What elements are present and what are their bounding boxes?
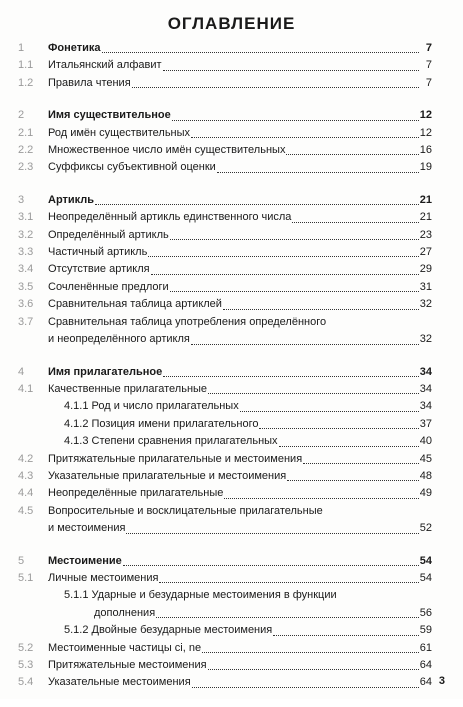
- dot-leader: [279, 446, 419, 447]
- table-of-contents: [18, 40, 432, 707]
- item-page: 34: [419, 400, 432, 413]
- item-page: 54: [419, 571, 432, 584]
- item-title: 5.1.2 Двойные безударные местоимения: [64, 624, 273, 637]
- item-title: Вопросительные и восклицательные прилагательные: [48, 504, 323, 517]
- toc-item-row: [18, 640, 432, 657]
- dot-leader: [303, 463, 419, 464]
- chapter-number: 2: [18, 109, 25, 122]
- chapter-title: Имя существительное: [48, 109, 171, 122]
- dot-leader: [217, 172, 419, 173]
- toc-item-row: [18, 75, 432, 92]
- item-title: Указательные прилагательные и местоимения: [48, 469, 287, 482]
- item-number: 3.5: [18, 280, 34, 293]
- chapter-title: Артикль: [48, 193, 95, 206]
- item-title: Неопределённые прилагательные: [48, 487, 224, 500]
- toc-item-row: [18, 244, 432, 261]
- item-page: 64: [419, 676, 432, 689]
- toc-item-row: [18, 279, 432, 296]
- item-number: 3.3: [18, 246, 34, 259]
- toc-item-row-continued: [18, 520, 432, 537]
- item-title: Притяжательные прилагательные и местоимения: [48, 452, 303, 465]
- item-page: 56: [419, 606, 432, 619]
- chapter-number: 5: [18, 554, 25, 567]
- item-page: 48: [419, 469, 432, 482]
- item-title: Отсутствие артикля: [48, 263, 150, 276]
- chapter-page: 12: [419, 109, 432, 122]
- toc-item-row: [18, 622, 432, 639]
- dot-leader: [170, 239, 419, 240]
- toc-item-row: [18, 227, 432, 244]
- dot-leader: [240, 411, 419, 412]
- item-title: 4.1.2 Позиция имени прилагательного: [64, 417, 259, 430]
- chapter-title: Фонетика: [48, 42, 101, 54]
- item-title: Указательные местоимения: [48, 676, 191, 689]
- item-page: 16: [419, 144, 432, 157]
- item-title: Личные местоимения: [48, 571, 159, 584]
- item-number: 5.1: [18, 571, 34, 584]
- dot-leader: [287, 480, 419, 481]
- item-page: 27: [419, 246, 432, 259]
- chapter-title: Имя прилагательное: [48, 365, 163, 378]
- toc-item-row: [18, 261, 432, 278]
- item-page: 7: [425, 76, 432, 89]
- item-number: 4.5: [18, 504, 34, 517]
- item-number: 3.2: [18, 228, 34, 241]
- toc-chapter-row: [18, 107, 432, 124]
- item-page: 49: [419, 487, 432, 500]
- item-number: 5.4: [18, 676, 34, 689]
- item-number: 4.1: [18, 382, 34, 395]
- dot-leader: [151, 274, 419, 275]
- toc-item-row: [18, 381, 432, 398]
- chapter-number: 4: [18, 365, 25, 378]
- item-number: 2.1: [18, 126, 34, 139]
- toc-item-row: [18, 657, 432, 674]
- item-number: 3.7: [18, 315, 34, 328]
- item-page: 32: [419, 298, 432, 311]
- item-title-continued: дополнения: [94, 606, 156, 619]
- chapter-page: 54: [419, 554, 432, 567]
- item-number: 3.1: [18, 211, 34, 224]
- item-page: 52: [419, 522, 432, 535]
- toc-item-row-continued: [18, 605, 432, 622]
- item-number: 2.2: [18, 144, 34, 157]
- dot-leader: [202, 652, 419, 653]
- toc-section: [18, 192, 432, 349]
- dot-leader: [170, 291, 419, 292]
- item-number: 4.2: [18, 452, 34, 465]
- chapter-number: 1: [18, 42, 25, 54]
- dot-leader: [172, 120, 419, 121]
- item-title: Суффиксы субъективной оценки: [48, 161, 216, 174]
- toc-item-row: [18, 468, 432, 485]
- item-page: 29: [419, 263, 432, 276]
- dot-leader: [208, 393, 419, 394]
- item-number: 4.4: [18, 487, 34, 500]
- item-title: Сочленённые предлоги: [48, 280, 169, 293]
- item-page: 7: [425, 59, 432, 72]
- dot-leader: [224, 498, 418, 499]
- toc-item-row: [18, 587, 432, 604]
- dot-leader: [292, 222, 418, 223]
- item-title: 4.1.1 Род и число прилагательных: [64, 400, 239, 413]
- toc-section: [18, 40, 432, 92]
- toc-item-row: [18, 433, 432, 450]
- toc-item-row: [18, 142, 432, 159]
- dot-leader: [102, 52, 420, 53]
- dot-leader: [273, 635, 419, 636]
- dot-leader: [259, 428, 418, 429]
- item-page: 23: [419, 228, 432, 241]
- dot-leader: [126, 533, 418, 534]
- item-page: 61: [419, 641, 432, 654]
- item-title: Притяжательные местоимения: [48, 659, 207, 671]
- item-title: Род имён существительных: [48, 126, 191, 139]
- dot-leader: [286, 154, 418, 155]
- item-number: 5.3: [18, 659, 34, 671]
- item-page: 19: [419, 161, 432, 174]
- item-title: Местоименные частицы ci, ne: [48, 641, 202, 654]
- item-page: 34: [419, 382, 432, 395]
- item-page: 12: [419, 126, 432, 139]
- item-page: 64: [419, 659, 432, 671]
- toc-item-row: [18, 485, 432, 502]
- dot-leader: [163, 376, 419, 377]
- item-title: Сравнительная таблица артиклей: [48, 298, 222, 311]
- toc-item-row: [18, 209, 432, 226]
- dot-leader: [148, 256, 418, 257]
- toc-item-row: [18, 398, 432, 415]
- item-page: 37: [419, 417, 432, 430]
- item-title: 5.1.1 Ударные и безударные местоимения в функции: [64, 589, 337, 602]
- toc-item-row: [18, 503, 432, 520]
- toc-item-row: [18, 451, 432, 468]
- item-number: 3.4: [18, 263, 34, 276]
- item-page: 21: [419, 211, 432, 224]
- item-number: 5.2: [18, 641, 34, 654]
- toc-chapter-row: [18, 192, 432, 209]
- dot-leader: [191, 344, 419, 345]
- dot-leader: [132, 87, 419, 88]
- toc-item-row-continued: [18, 331, 432, 348]
- dot-leader: [208, 669, 419, 670]
- chapter-title: Местоимение: [48, 554, 122, 567]
- toc-item-row: [18, 159, 432, 176]
- item-title-continued: и местоимения: [48, 522, 126, 535]
- dot-leader: [95, 204, 419, 205]
- dot-leader: [191, 137, 419, 138]
- item-page: 40: [419, 435, 432, 448]
- toc-chapter-row: [18, 40, 432, 57]
- dot-leader: [192, 687, 419, 688]
- chapter-page: 34: [419, 365, 432, 378]
- page-title: ОГЛАВЛЕНИЕ: [167, 14, 296, 33]
- dot-leader: [156, 617, 419, 618]
- toc-chapter-row: [18, 364, 432, 381]
- toc-section: [18, 107, 432, 177]
- item-page: 45: [419, 452, 432, 465]
- item-title: Определённый артикль: [48, 228, 169, 241]
- toc-item-row: [18, 570, 432, 587]
- toc-section: [18, 553, 432, 692]
- item-number: 2.3: [18, 161, 34, 174]
- item-title: Итальянский алфавит: [48, 59, 162, 72]
- toc-item-row: [18, 125, 432, 142]
- chapter-page: 21: [419, 193, 432, 206]
- item-title: Правила чтения: [48, 76, 131, 89]
- item-title-continued: и неопределённого артикля: [48, 333, 190, 346]
- toc-item-row: [18, 57, 432, 74]
- item-title: 4.1.3 Степени сравнения прилагательных: [64, 435, 278, 448]
- chapter-number: 3: [18, 193, 25, 206]
- page-number: 3: [438, 675, 445, 687]
- item-title: Множественное число имён существительных: [48, 144, 286, 157]
- item-page: 32: [419, 333, 432, 346]
- chapter-page: 7: [425, 42, 432, 54]
- dot-leader: [163, 70, 419, 71]
- toc-section: [18, 364, 432, 538]
- toc-item-row: [18, 314, 432, 331]
- item-page: 31: [419, 280, 432, 293]
- dot-leader: [123, 565, 419, 566]
- dot-leader: [223, 309, 419, 310]
- item-title: Частичный артикль: [48, 246, 148, 259]
- item-number: 1.1: [18, 59, 34, 72]
- toc-item-row: [18, 416, 432, 433]
- item-number: 4.3: [18, 469, 34, 482]
- item-title: Качественные прилагательные: [48, 382, 208, 395]
- toc-chapter-row: [18, 553, 432, 570]
- item-title: Неопределённый артикль единственного числа: [48, 211, 292, 224]
- toc-item-row: [18, 296, 432, 313]
- item-number: 1.2: [18, 76, 34, 89]
- item-number: 3.6: [18, 298, 34, 311]
- toc-item-row: [18, 674, 432, 691]
- item-page: 59: [419, 624, 432, 637]
- dot-leader: [159, 582, 418, 583]
- item-title: Сравнительная таблица употребления определённого: [48, 315, 327, 328]
